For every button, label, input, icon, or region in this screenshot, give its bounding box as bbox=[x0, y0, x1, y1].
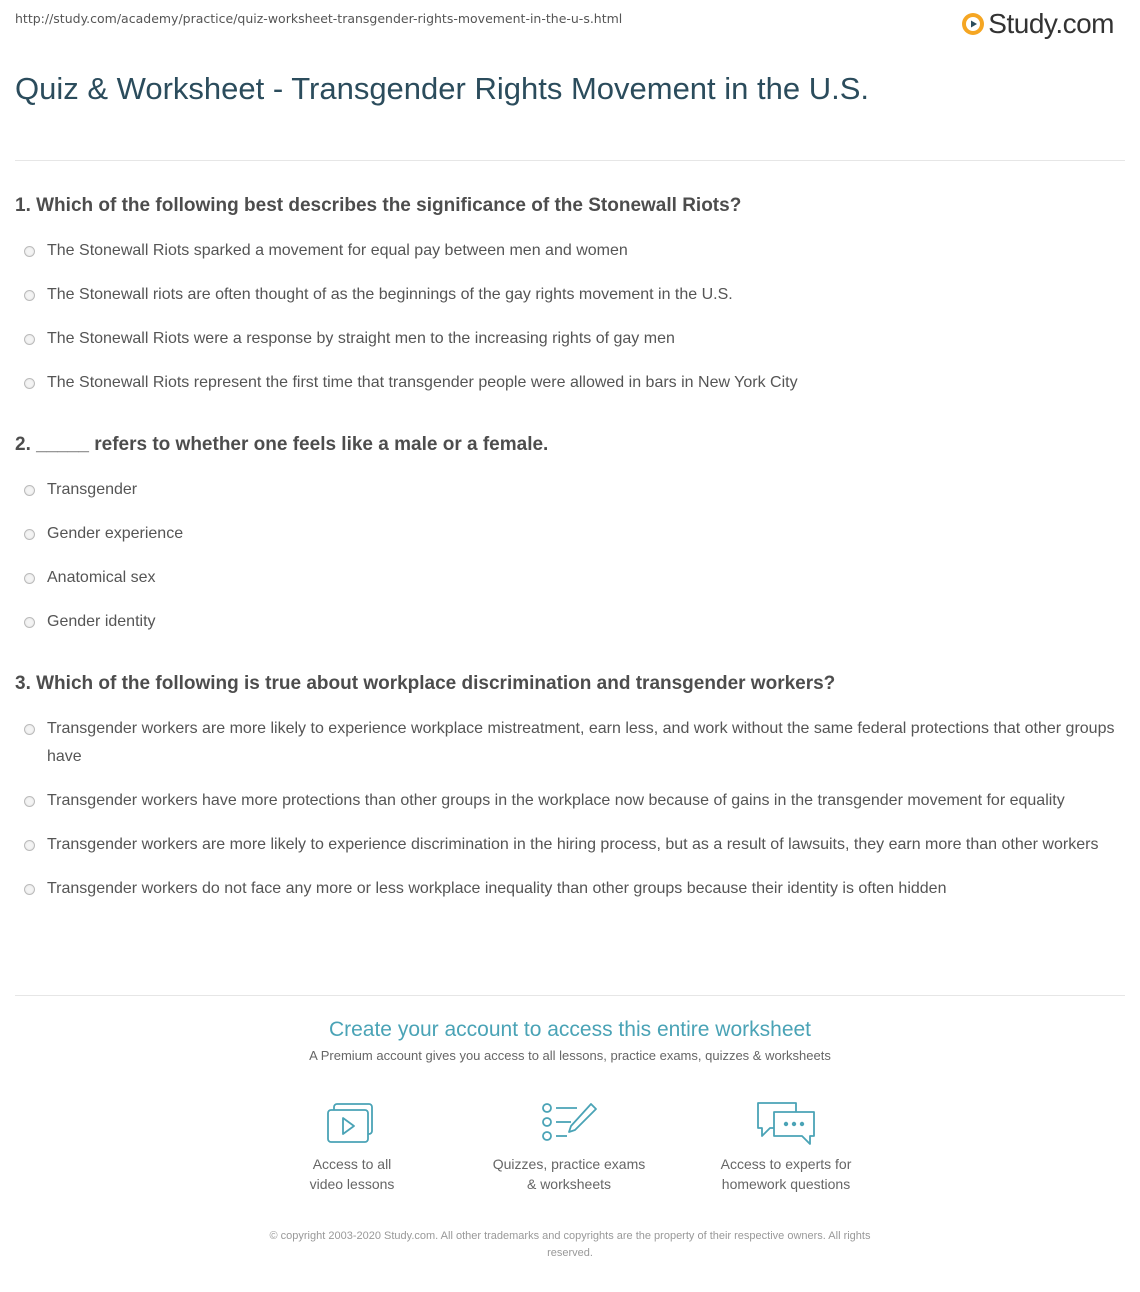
question-block bbox=[15, 672, 1125, 903]
copyright-notice bbox=[210, 1228, 930, 1262]
video-lessons-icon bbox=[324, 1100, 380, 1146]
answer-option[interactable] bbox=[15, 369, 1125, 397]
answer-text: The Stonewall riots are often thought of as the beginnings of the gay rights movement in the U.S. bbox=[47, 286, 733, 303]
answer-text: Transgender workers do not face any more or less workplace inequality than other groups because their identity is often hidden bbox=[47, 880, 947, 897]
answer-text: Transgender workers have more protections than other groups in the workplace now because of gains in the transgender movement for equality bbox=[47, 792, 1065, 809]
answer-text: The Stonewall Riots sparked a movement for equal pay between men and women bbox=[47, 242, 628, 259]
copyright-line: reserved. bbox=[547, 1247, 593, 1259]
radio-icon[interactable] bbox=[24, 724, 35, 735]
logo-text: Study.com bbox=[988, 8, 1114, 39]
answer-text: The Stonewall Riots were a response by straight men to the increasing rights of gay men bbox=[47, 330, 675, 347]
study-logo[interactable] bbox=[961, 8, 1114, 40]
page-title: Quiz & Worksheet - Transgender Rights Movement in the U.S. bbox=[15, 71, 870, 106]
feature-label-line: & worksheets bbox=[526, 1176, 612, 1192]
title-divider bbox=[15, 160, 1125, 161]
answer-text: Transgender workers are more likely to experience workplace mistreatment, earn less, and work without the same federal protections that other groups have bbox=[47, 720, 1115, 765]
quiz-questions bbox=[15, 194, 1125, 939]
feature-label bbox=[469, 1154, 669, 1194]
feature-label-line: Quizzes, practice exams bbox=[492, 1156, 646, 1172]
signup-cta bbox=[0, 1018, 1140, 1063]
answer-option[interactable] bbox=[15, 520, 1125, 548]
radio-icon[interactable] bbox=[24, 796, 35, 807]
feature-label-line: video lessons bbox=[309, 1176, 395, 1192]
answer-option[interactable] bbox=[15, 787, 1125, 815]
feature-label-line: Access to experts for bbox=[720, 1156, 852, 1172]
question-text: 2. _____ refers to whether one feels like a male or a female. bbox=[15, 434, 549, 455]
feature-label-line: homework questions bbox=[721, 1176, 851, 1192]
feature-video-lessons bbox=[252, 1100, 452, 1194]
answer-option[interactable] bbox=[15, 564, 1125, 592]
answer-text: The Stonewall Riots represent the first time that transgender people were allowed in bars in New York City bbox=[47, 374, 798, 391]
answer-text: Gender identity bbox=[47, 613, 156, 630]
page-url: http://study.com/academy/practice/quiz-worksheet-transgender-rights-movement-in-the-u-s.html bbox=[15, 11, 623, 26]
cta-title[interactable]: Create your account to access this entire worksheet bbox=[328, 1018, 812, 1041]
answer-option[interactable] bbox=[15, 281, 1125, 309]
play-logo-icon bbox=[961, 12, 985, 36]
answer-text: Transgender workers are more likely to experience discrimination in the hiring process, but as a result of lawsuits, they earn more than other workers bbox=[47, 836, 1099, 853]
feature-experts bbox=[686, 1100, 886, 1194]
answer-text: Gender experience bbox=[47, 525, 184, 542]
answer-option[interactable] bbox=[15, 237, 1125, 265]
answer-option[interactable] bbox=[15, 831, 1125, 859]
radio-icon[interactable] bbox=[24, 840, 35, 851]
feature-quizzes bbox=[469, 1100, 669, 1194]
radio-icon[interactable] bbox=[24, 573, 35, 584]
feature-label bbox=[686, 1154, 886, 1194]
expert-chat-icon bbox=[754, 1100, 818, 1146]
radio-icon[interactable] bbox=[24, 485, 35, 496]
feature-label bbox=[252, 1154, 452, 1194]
radio-icon[interactable] bbox=[24, 529, 35, 540]
answer-option[interactable] bbox=[15, 608, 1125, 636]
question-text: 1. Which of the following best describes the significance of the Stonewall Riots? bbox=[15, 195, 742, 216]
radio-icon[interactable] bbox=[24, 334, 35, 345]
answer-text: Transgender bbox=[47, 481, 138, 498]
radio-icon[interactable] bbox=[24, 378, 35, 389]
radio-icon[interactable] bbox=[24, 290, 35, 301]
answer-option[interactable] bbox=[15, 875, 1125, 903]
quiz-checklist-icon bbox=[539, 1100, 599, 1146]
answer-text: Anatomical sex bbox=[47, 569, 156, 586]
feature-label-line: Access to all bbox=[312, 1156, 392, 1172]
radio-icon[interactable] bbox=[24, 617, 35, 628]
radio-icon[interactable] bbox=[24, 884, 35, 895]
answer-option[interactable] bbox=[15, 715, 1125, 771]
question-text: 3. Which of the following is true about workplace discrimination and transgender workers? bbox=[15, 673, 836, 694]
answer-option[interactable] bbox=[15, 476, 1125, 504]
question-block bbox=[15, 194, 1125, 397]
section-divider bbox=[15, 995, 1125, 996]
question-block bbox=[15, 433, 1125, 636]
radio-icon[interactable] bbox=[24, 246, 35, 257]
copyright-line: © copyright 2003-2020 Study.com. All other trademarks and copyrights are the property of their respective owners. All rights bbox=[269, 1230, 871, 1242]
answer-option[interactable] bbox=[15, 325, 1125, 353]
cta-subtitle: A Premium account gives you access to all lessons, practice exams, quizzes & worksheets bbox=[309, 1048, 831, 1063]
